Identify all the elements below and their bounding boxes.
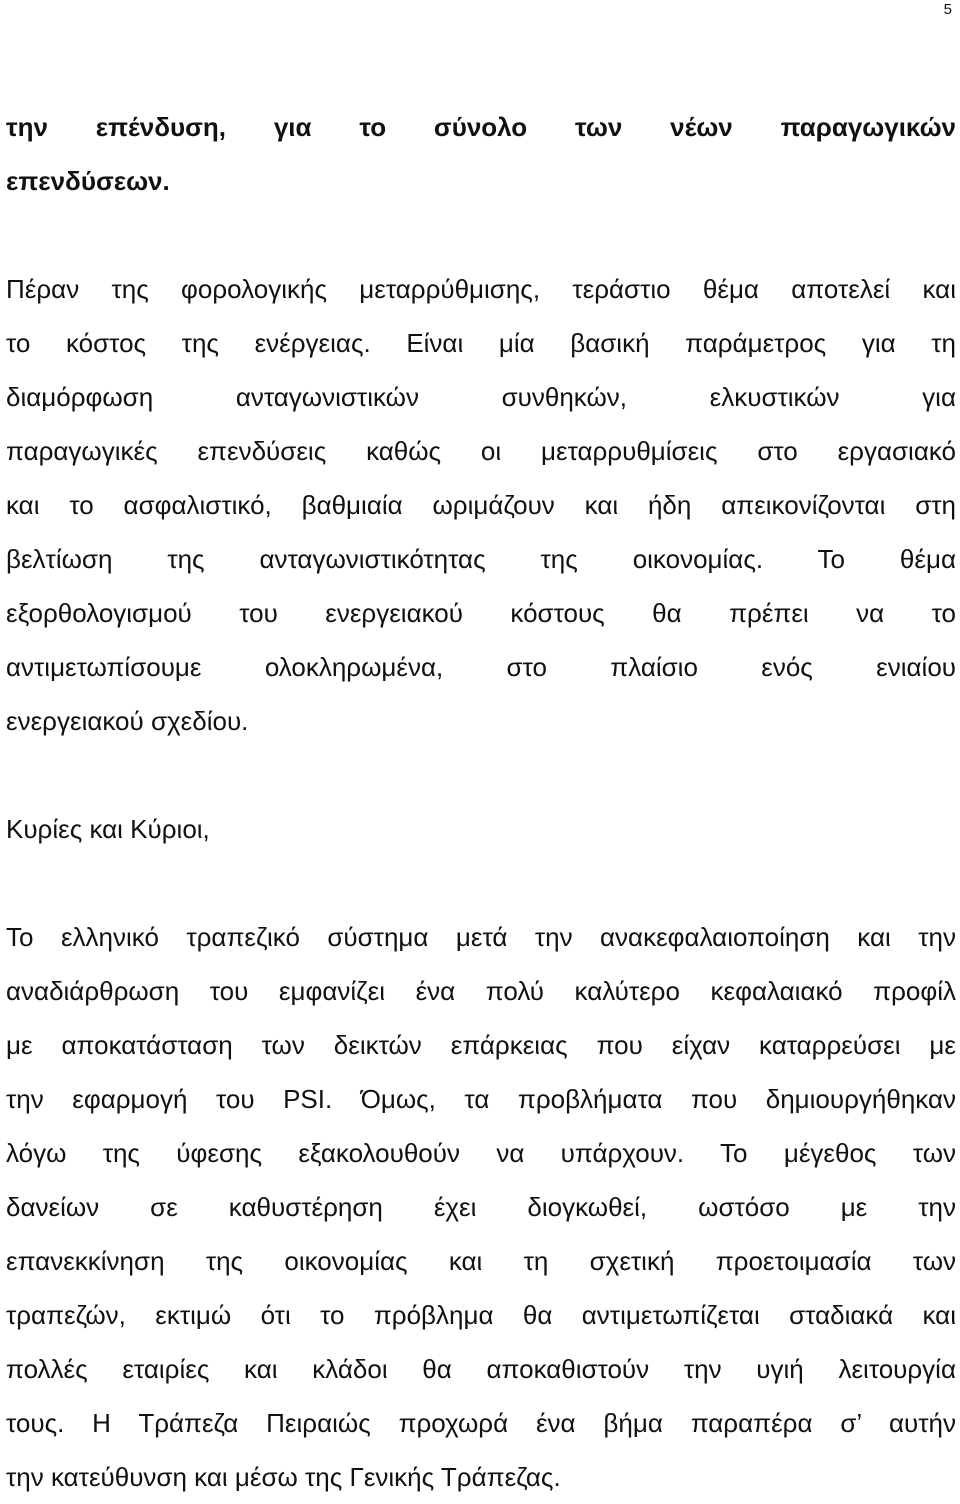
text-line: εξορθολογισμού του ενεργειακού κόστους θα πρέπει να το bbox=[6, 598, 956, 628]
text-line: αντιμετωπίσουμε ολοκληρωμένα, στο πλαίσιο ενός ενιαίου bbox=[6, 652, 956, 682]
paragraph-investments bbox=[6, 100, 956, 208]
text-line: δανείων σε καθυστέρηση έχει διογκωθεί, ωστόσο με την bbox=[6, 1192, 956, 1222]
text-line: την επένδυση, για το σύνολο των νέων παραγωγικών bbox=[6, 112, 956, 142]
text-line: αναδιάρθρωση του εμφανίζει ένα πολύ καλύτερο κεφαλαιακό προφίλ bbox=[6, 976, 956, 1006]
document-body bbox=[6, 100, 956, 1504]
text-line: λόγω της ύφεσης εξακολουθούν να υπάρχουν. Το μέγεθος των bbox=[6, 1138, 956, 1168]
text-line: την εφαρμογή του PSI. Όμως, τα προβλήματα που δημιουργήθηκαν bbox=[6, 1084, 956, 1114]
text-line: βελτίωση της ανταγωνιστικότητας της οικονομίας. Το θέμα bbox=[6, 544, 956, 574]
text-line: με αποκατάσταση των δεικτών επάρκειας που είχαν καταρρεύσει με bbox=[6, 1030, 956, 1060]
text-line: και το ασφαλιστικό, βαθμιαία ωριμάζουν και ήδη απεικονίζονται στη bbox=[6, 490, 956, 520]
text-line: επανεκκίνηση της οικονομίας και τη σχετική προετοιμασία των bbox=[6, 1246, 956, 1276]
text-line: επενδύσεων. bbox=[6, 166, 170, 196]
text-line: ενεργειακού σχεδίου. bbox=[6, 706, 249, 736]
text-line: Κυρίες και Κύριοι, bbox=[6, 814, 210, 844]
paragraph-energy-cost bbox=[6, 262, 956, 748]
text-line: πολλές εταιρίες και κλάδοι θα αποκαθιστούν την υγιή λειτουργία bbox=[6, 1354, 956, 1384]
text-line: διαμόρφωση ανταγωνιστικών συνθηκών, ελκυστικών για bbox=[6, 382, 956, 412]
paragraph-salutation bbox=[6, 802, 956, 856]
text-line: Πέραν της φορολογικής μεταρρύθμισης, τεράστιο θέμα αποτελεί και bbox=[6, 274, 956, 304]
text-line: Το ελληνικό τραπεζικό σύστημα μετά την ανακεφαλαιοποίηση και την bbox=[6, 922, 956, 952]
text-line: τους. Η Τράπεζα Πειραιώς προχωρά ένα βήμα παραπέρα σ’ αυτήν bbox=[6, 1408, 956, 1438]
paragraph-banking-system bbox=[6, 910, 956, 1504]
page-number: 5 bbox=[943, 1, 952, 18]
text-line: τραπεζών, εκτιμώ ότι το πρόβλημα θα αντιμετωπίζεται σταδιακά και bbox=[6, 1300, 956, 1330]
text-line: το κόστος της ενέργειας. Είναι μία βασική παράμετρος για τη bbox=[6, 328, 956, 358]
text-line: παραγωγικές επενδύσεις καθώς οι μεταρρυθμίσεις στο εργασιακό bbox=[6, 436, 956, 466]
text-line: την κατεύθυνση και μέσω της Γενικής Τράπεζας. bbox=[6, 1462, 561, 1492]
